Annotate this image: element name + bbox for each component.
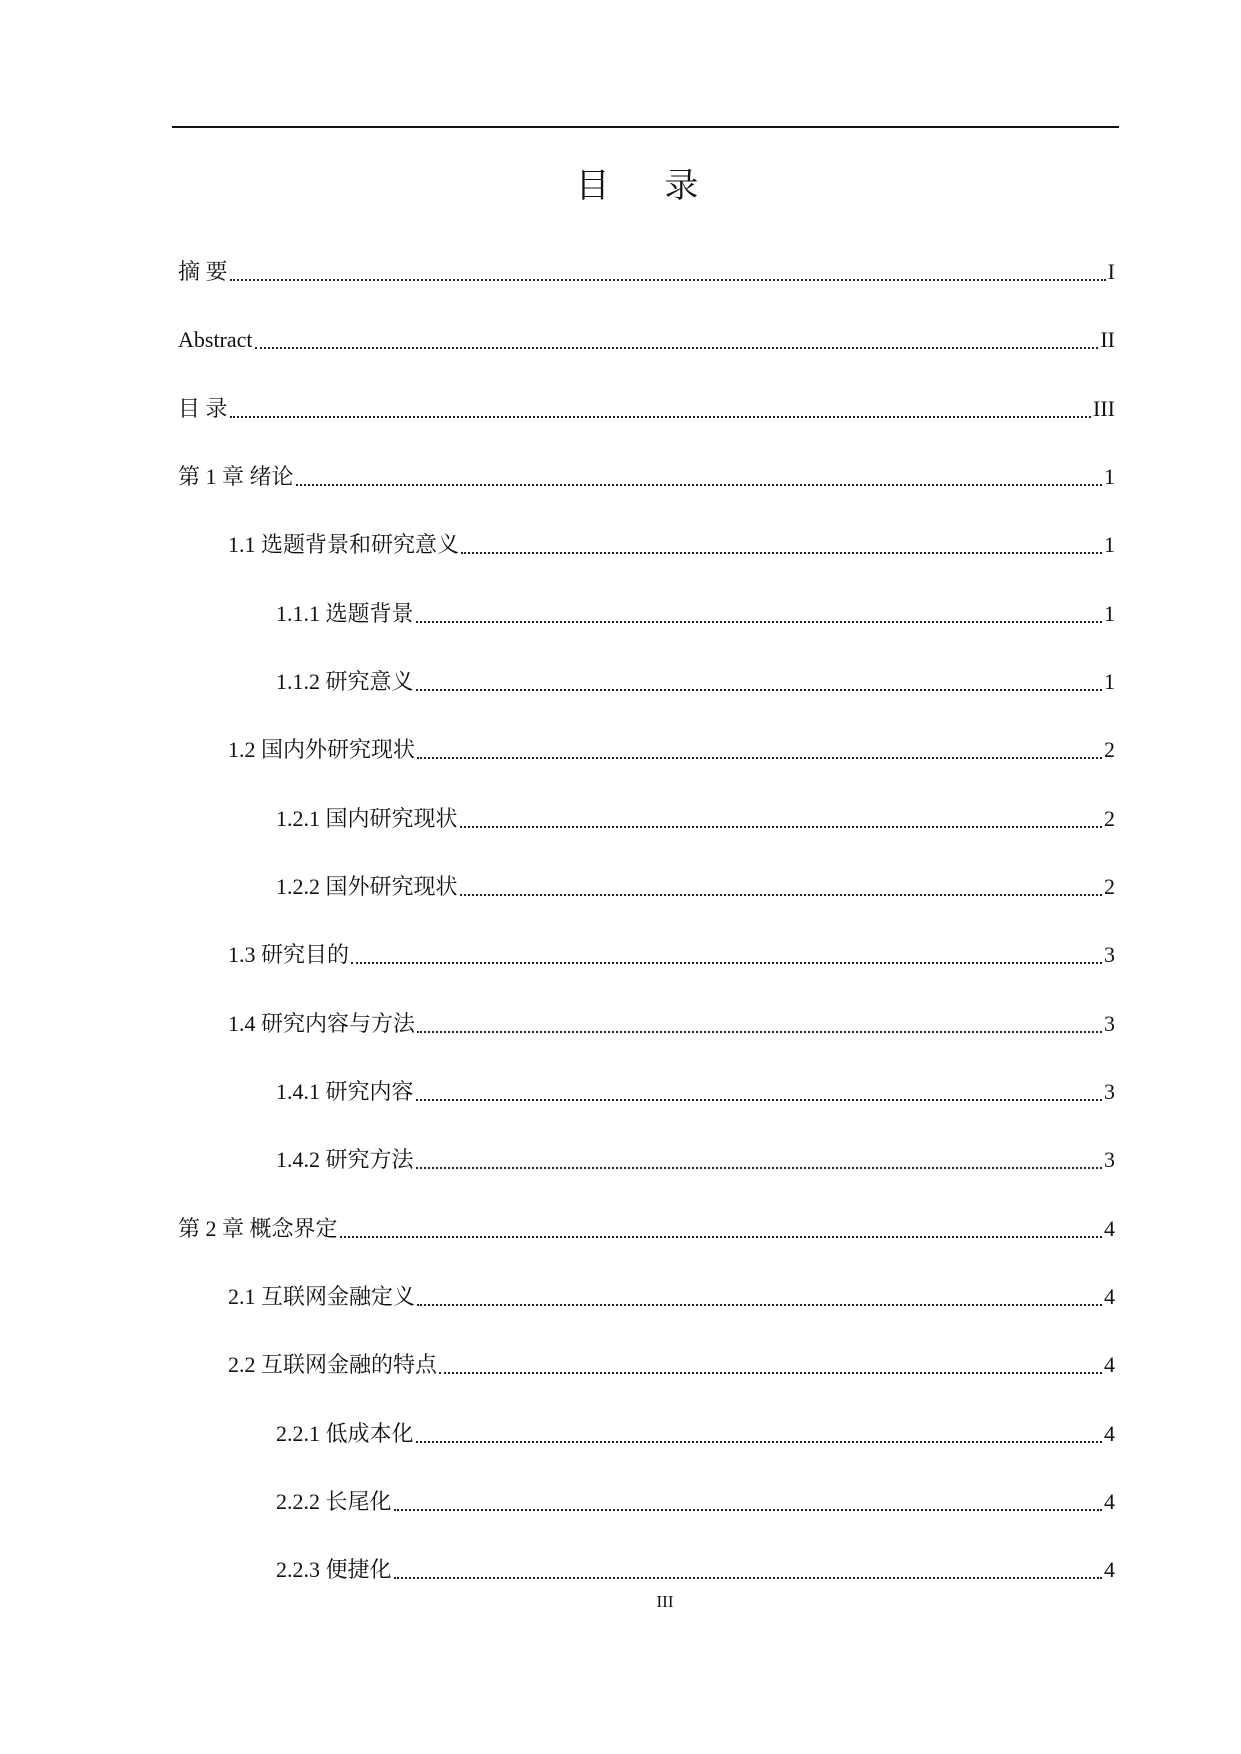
toc-page-number: 4: [1104, 1284, 1115, 1309]
toc-entry-2-1[interactable]: [228, 1282, 1115, 1312]
toc-entry-1-1-2[interactable]: [276, 667, 1115, 697]
toc-page-number: 4: [1104, 1489, 1115, 1514]
toc-label: 2.1 互联网金融定义: [228, 1284, 416, 1309]
dot-leader: [417, 757, 1102, 759]
toc-entry-1-2[interactable]: [228, 735, 1115, 765]
toc-label: 1.2 国内外研究现状: [228, 737, 416, 762]
dot-leader: [417, 1031, 1102, 1033]
toc-entry-2-2-1[interactable]: [276, 1419, 1115, 1449]
toc-page-number: 1: [1104, 601, 1115, 626]
toc-label: Abstract: [178, 327, 253, 352]
toc-label: 第 2 章 概念界定: [178, 1216, 338, 1241]
toc-entry-2-2-2[interactable]: [276, 1487, 1115, 1517]
dot-leader: [394, 1509, 1102, 1511]
toc-entry-chapter-2[interactable]: [178, 1214, 1115, 1244]
toc-label: 1.3 研究目的: [228, 942, 350, 967]
dot-leader: [461, 552, 1102, 554]
toc-entry-chapter-1[interactable]: [178, 462, 1115, 492]
toc-label: 1.1 选题背景和研究意义: [228, 532, 460, 557]
toc-label: 1.1.1 选题背景: [276, 601, 414, 626]
toc-page-number: 3: [1104, 1147, 1115, 1172]
dot-leader: [416, 1441, 1102, 1443]
page-title: 目 录: [575, 166, 721, 206]
toc-label: 第 1 章 绪论: [178, 464, 294, 489]
dot-leader: [230, 416, 1092, 418]
dot-leader: [351, 962, 1102, 964]
toc-entry-1-4-1[interactable]: [276, 1077, 1115, 1107]
dot-leader: [416, 621, 1102, 623]
toc-entry-1-4-2[interactable]: [276, 1145, 1115, 1175]
toc-entry-1-2-2[interactable]: [276, 872, 1115, 902]
toc-entry-1-1-1[interactable]: [276, 599, 1115, 629]
toc-entry-abstract-cn[interactable]: [178, 257, 1115, 287]
toc-entry-1-3[interactable]: [228, 940, 1115, 970]
toc-page-number: I: [1107, 259, 1115, 284]
toc-entry-1-1[interactable]: [228, 530, 1115, 560]
dot-leader: [296, 484, 1102, 486]
toc-page-number: 2: [1104, 737, 1115, 762]
toc-page-number: III: [1093, 396, 1115, 421]
dot-leader: [416, 1099, 1102, 1101]
toc-page-number: 1: [1104, 669, 1115, 694]
dot-leader: [416, 689, 1102, 691]
footer-page-number: III: [656, 1592, 674, 1611]
toc-page-number: 1: [1104, 464, 1115, 489]
toc-label: 1.1.2 研究意义: [276, 669, 414, 694]
toc-page-number: 4: [1104, 1352, 1115, 1377]
dot-leader: [255, 347, 1099, 349]
dot-leader: [439, 1372, 1102, 1374]
toc-label: 2.2.3 便捷化: [276, 1557, 392, 1582]
toc-label: 摘 要: [178, 259, 228, 284]
toc-page-number: 3: [1104, 1079, 1115, 1104]
toc-page-number: 4: [1104, 1216, 1115, 1241]
toc-label: 1.4.1 研究内容: [276, 1079, 414, 1104]
toc-label: 2.2.1 低成本化: [276, 1421, 414, 1446]
dot-leader: [417, 1304, 1102, 1306]
toc-entry-contents[interactable]: [178, 394, 1115, 424]
toc-label: 2.2 互联网金融的特点: [228, 1352, 438, 1377]
toc-label: 1.2.1 国内研究现状: [276, 806, 458, 831]
toc-label: 目 录: [178, 396, 228, 421]
dot-leader: [230, 279, 1106, 281]
dot-leader: [460, 826, 1102, 828]
dot-leader: [394, 1577, 1102, 1579]
toc-page-number: 2: [1104, 806, 1115, 831]
toc-page-number: 1: [1104, 532, 1115, 557]
toc-label: 1.4 研究内容与方法: [228, 1011, 416, 1036]
toc-label: 1.2.2 国外研究现状: [276, 874, 458, 899]
toc-entry-abstract-en[interactable]: [178, 325, 1115, 355]
dot-leader: [416, 1167, 1102, 1169]
toc-page-number: 3: [1104, 1011, 1115, 1036]
toc-page-number: 4: [1104, 1557, 1115, 1582]
toc-entry-1-4[interactable]: [228, 1009, 1115, 1039]
toc-entry-2-2-3[interactable]: [276, 1555, 1115, 1585]
toc-page-number: II: [1100, 327, 1115, 352]
toc-page-number: 3: [1104, 942, 1115, 967]
toc-entry-2-2[interactable]: [228, 1350, 1115, 1380]
toc-page-number: 2: [1104, 874, 1115, 899]
toc-label: 2.2.2 长尾化: [276, 1489, 392, 1514]
dot-leader: [460, 894, 1102, 896]
toc-page-number: 4: [1104, 1421, 1115, 1446]
toc-label: 1.4.2 研究方法: [276, 1147, 414, 1172]
toc-entry-1-2-1[interactable]: [276, 804, 1115, 834]
dot-leader: [340, 1236, 1102, 1238]
